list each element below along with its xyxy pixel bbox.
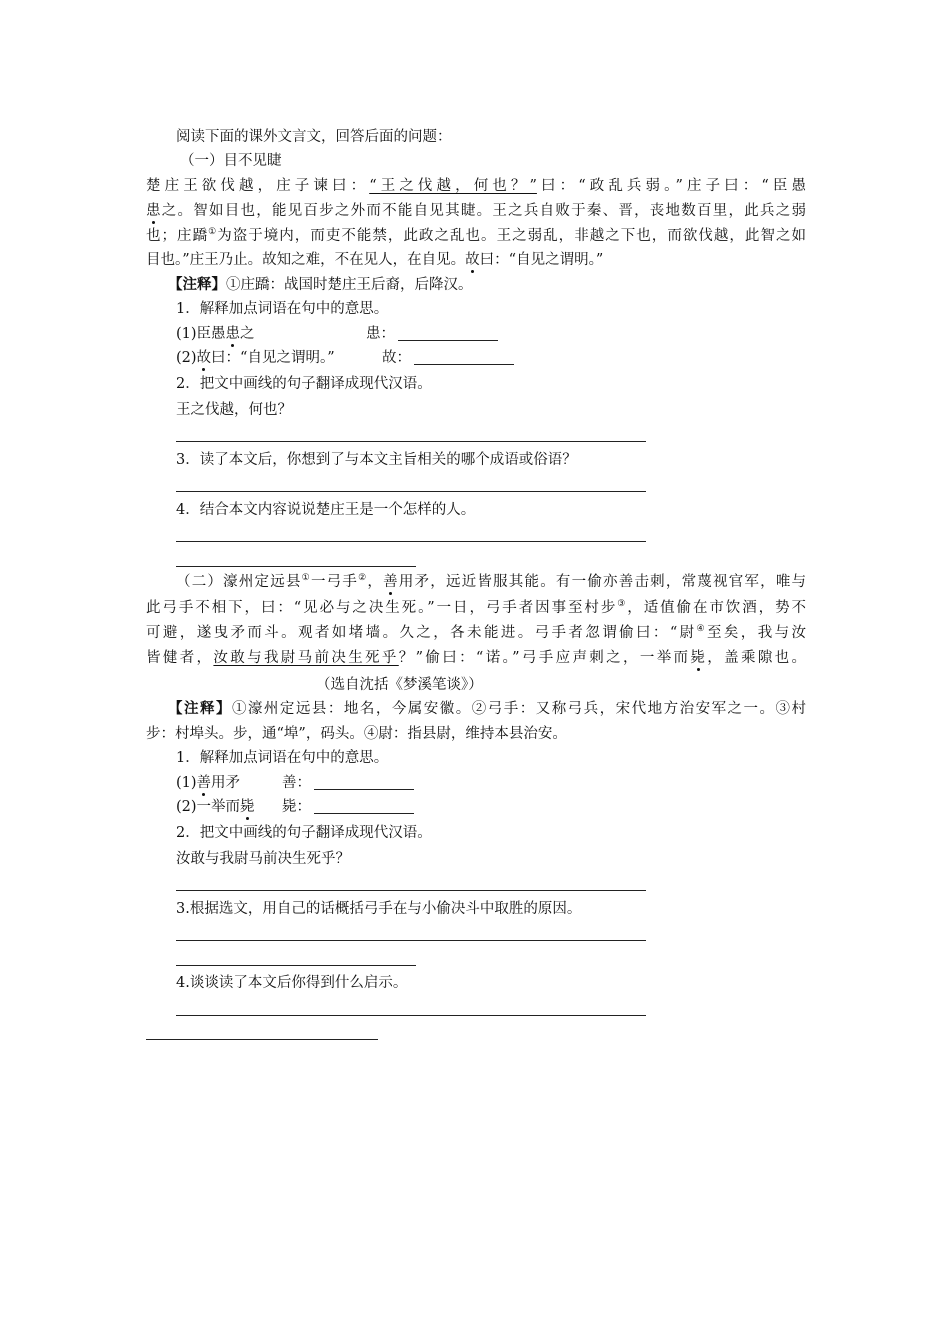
part1-q3: 3．读了本文后，你想到了与本文主旨相关的哪个成语或俗语？ [176,452,577,468]
dotted-word: 患 [146,203,162,219]
part1-q1-item1: (1)臣愚患之 [176,326,255,342]
answer-line[interactable] [176,965,416,966]
answer-line[interactable] [176,541,646,542]
part1-q2-sentence: 王之伐越，何也？ [176,402,292,418]
answer-line[interactable] [176,1015,646,1016]
part2-passage-line4: 皆健者，汝敢与我尉马前决生死乎？”偷曰：“诺。”弓手应声刺之，一举而毙，盖乘隙也。 [146,650,807,666]
answer-line[interactable] [314,813,414,814]
answer-line[interactable] [176,441,646,442]
part2-q1: 1．解释加点词语在句中的意思。 [176,750,389,766]
part1-q2: 2．把文中画线的句子翻译成现代汉语。 [176,376,432,392]
answer-line[interactable] [176,890,646,891]
part1-passage-line1: 楚庄王欲伐越，庄子谏曰：“王之伐越，何也？”曰：“政乱兵弱。”庄子曰：“臣愚 [146,178,806,194]
dotted-word: 毙 [690,650,708,666]
part2-source: （选自沈括《梦溪笔谈》） [316,677,483,693]
part2-q1-item2-label: 毙： [282,799,311,815]
answer-line[interactable] [414,364,514,365]
part2-q3: 3.根据选文，用自己的话概括弓手在与小偷决斗中取胜的原因。 [176,901,582,917]
part2-q2-sentence: 汝敢与我尉马前决生死乎？ [176,851,350,867]
part1-note: 【注释】①庄蹻：战国时楚庄王后裔，后降汉。 [168,276,473,293]
footnote-divider [146,1039,378,1040]
answer-line[interactable] [314,789,414,790]
part2-q1-item1: (1)善用矛 [176,775,241,791]
part2-note-line1: 【注释】①濠州定远县：地名，今属安徽。②弓手：又称弓兵，宋代地方治安军之一。③村 [168,700,807,717]
part2-q2: 2．把文中画线的句子翻译成现代汉语。 [176,825,432,841]
part2-q4: 4.谈谈读了本文后你得到什么启示。 [176,975,408,991]
part2-q1-item1-label: 善： [282,775,311,791]
answer-line[interactable] [176,940,646,941]
part1-passage-line2: 患之。智如目也，能见百步之外而不能自见其睫。王之兵自败于秦、晋，丧地数百里，此兵之弱 [146,203,807,219]
dotted-word: 善 [383,574,399,590]
part2-note-line2: 步：村埠头。步，通“埠”，码头。④尉：指县尉，维持本县治安。 [146,726,567,742]
part1-q1-item1-label: 患： [366,326,395,342]
part1-q1-item2: (2)故曰：“自见之谓明。” [176,350,335,366]
part1-passage-line4: 目也。”庄王乃止。故知之难，不在见人，在自见。故曰：“自见之谓明。” [146,252,604,268]
part1-q4: 4．结合本文内容说说楚庄王是一个怎样的人。 [176,502,476,518]
part2-q1-item2: (2)一举而毙 [176,799,255,815]
part2-passage-line3: 可避，遂曳矛而斗。观者如堵墙。久之，各未能进。弓手者忽谓偷曰：“尉④至矣，我与汝 [146,624,806,641]
intro-text: 阅读下面的课外文言文，回答后面的问题： [176,129,452,145]
part1-passage-line3: 也；庄蹻①为盗于境内，而吏不能禁，此政之乱也。王之弱乱，非越之下也，而欲伐越，此智之如 [146,227,806,244]
part2-passage-line1: （二）濠州定远县①一弓手②，善用矛，远近皆服其能。有一偷亦善击刺，常蔑视官军，唯与 [176,573,807,590]
answer-line[interactable] [176,566,416,567]
answer-line[interactable] [176,491,646,492]
part1-title: （一）目不见睫 [180,153,282,169]
part2-passage-line2: 此弓手不相下，曰：“见必与之决生死。”一日，弓手者因事至村步③，适值偷在市饮酒，势不 [146,599,806,616]
answer-line[interactable] [398,340,498,341]
dotted-word: 故 [465,252,480,268]
footnote-marker: ① [208,227,218,238]
part1-q1-item2-label: 故： [382,350,411,366]
part1-q1: 1．解释加点词语在句中的意思。 [176,301,389,317]
underlined-sentence: 汝敢与我尉马前决生死乎 [213,650,399,666]
underlined-sentence: “王之伐越，何也？” [369,178,537,194]
